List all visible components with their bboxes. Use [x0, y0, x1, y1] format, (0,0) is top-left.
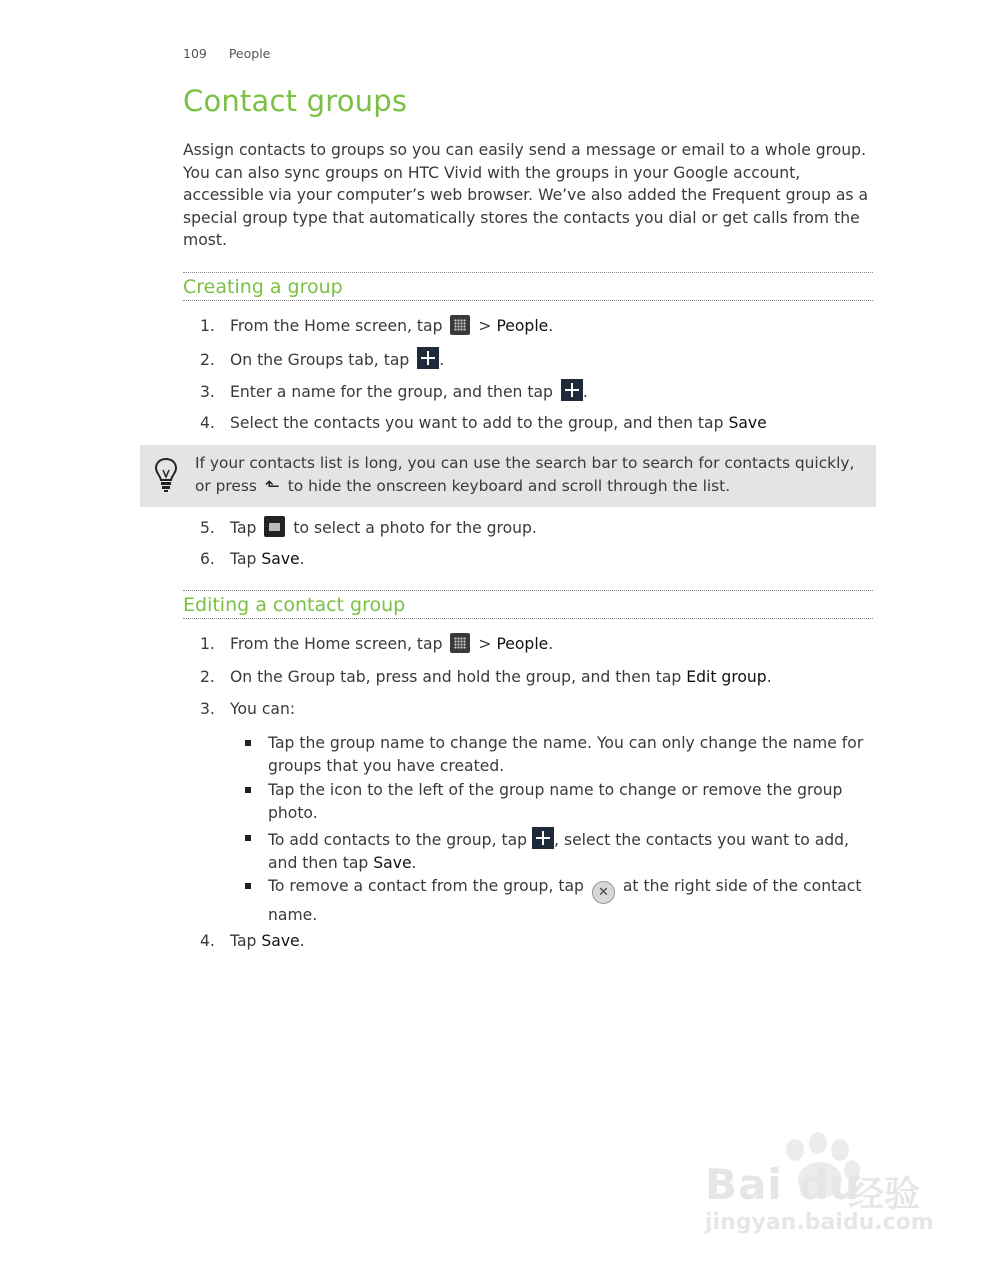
step-end: .	[299, 550, 305, 568]
step-text: From the Home screen, tap	[230, 635, 443, 653]
save-label: Save	[261, 932, 300, 950]
editing-step-1	[200, 633, 880, 655]
bullet-text	[268, 875, 875, 927]
people-label: People	[496, 317, 549, 335]
edit-group-label: Edit group	[686, 668, 767, 686]
bullet-item	[245, 779, 875, 825]
step-number: 2.	[200, 351, 215, 369]
step-number: 6.	[200, 550, 215, 568]
editing-group-heading: Editing a contact group	[183, 594, 406, 616]
watermark-url: jingyan.baidu.com	[705, 1210, 934, 1235]
tip-text	[195, 452, 865, 498]
step-text: You can:	[230, 700, 296, 718]
creating-step-6	[200, 548, 880, 570]
apps-grid-icon	[450, 633, 470, 653]
bullet-marker	[245, 883, 251, 889]
save-label: Save	[373, 854, 412, 872]
step-text: From the Home screen, tap	[230, 317, 443, 335]
step-end: .	[766, 668, 772, 686]
step-end: .	[548, 317, 554, 335]
creating-step-4	[200, 412, 880, 434]
page-header	[183, 46, 270, 61]
step-text: On the Groups tab, tap	[230, 351, 410, 369]
step-number: 1.	[200, 635, 215, 653]
step-text: Enter a name for the group, and then tap	[230, 383, 553, 401]
step-end: .	[299, 932, 305, 950]
back-arrow-icon: ⬑	[264, 476, 280, 497]
page-number: 109	[183, 46, 207, 61]
tip-text-before: If your contacts list is long, you can use the search bar to search for contacts quickly, or press	[195, 454, 855, 495]
people-label: People	[496, 635, 549, 653]
step-number: 3.	[200, 383, 215, 401]
creating-step-1	[200, 315, 880, 337]
photo-icon	[264, 516, 285, 537]
step-number: 4.	[200, 932, 215, 950]
bullet-marker	[245, 740, 251, 746]
step-number: 4.	[200, 414, 215, 432]
step-end: .	[548, 635, 554, 653]
bullet-text-before: To add contacts to the group, tap	[268, 831, 528, 849]
bullet-text-after: , select the contacts you want to add, and then tap	[268, 831, 850, 872]
bullet-text	[268, 827, 875, 875]
plus-icon	[532, 827, 554, 849]
tip-box	[140, 445, 876, 507]
bullet-item	[245, 732, 875, 778]
bullet-item	[245, 827, 875, 875]
bullet-marker	[245, 835, 251, 841]
step-text: Select the contacts you want to add to the group, and then tap	[230, 414, 724, 432]
creating-group-heading: Creating a group	[183, 276, 343, 298]
apps-grid-icon	[450, 315, 470, 335]
section-divider-bottom	[183, 618, 873, 619]
lightbulb-icon	[154, 457, 178, 493]
bullet-marker	[245, 787, 251, 793]
save-label: Save	[728, 414, 767, 432]
tip-text-after: to hide the onscreen keyboard and scroll through the list.	[287, 477, 731, 495]
watermark-brand: Bai du	[705, 1160, 861, 1209]
section-divider-top	[183, 590, 873, 591]
plus-icon	[561, 379, 583, 401]
creating-step-2	[200, 347, 880, 371]
step-number: 2.	[200, 668, 215, 686]
creating-step-3	[200, 379, 880, 403]
bullet-text: Tap the group name to change the name. You can only change the name for groups that you have created.	[268, 734, 864, 775]
section-divider-top	[183, 272, 873, 273]
bullet-text-before: To remove a contact from the group, tap	[268, 877, 584, 895]
step-separator: >	[478, 635, 492, 653]
step-text-after: to select a photo for the group.	[293, 519, 537, 537]
creating-step-5	[200, 516, 880, 539]
section-name: People	[228, 46, 271, 61]
bullet-text-after: at the right side of the contact name.	[268, 877, 862, 924]
step-end: .	[439, 351, 445, 369]
section-divider-bottom	[183, 300, 873, 301]
page-title: Contact groups	[183, 84, 408, 118]
editing-step-2	[200, 666, 880, 688]
step-number: 5.	[200, 519, 215, 537]
step-number: 1.	[200, 317, 215, 335]
bullet-item	[245, 875, 875, 927]
step-text: On the Group tab, press and hold the group, and then tap	[230, 668, 682, 686]
step-end: .	[582, 383, 588, 401]
bullet-end: .	[411, 854, 417, 872]
step-separator: >	[478, 317, 492, 335]
remove-x-icon: ✕	[592, 881, 615, 904]
step-text: Tap	[230, 550, 257, 568]
save-label: Save	[261, 550, 300, 568]
intro-paragraph: Assign contacts to groups so you can easily send a message or email to a whole group. You can also sync groups on HTC Vivid with the groups in your Google account, accessible via your computer’s web browser. We’ve also added the Frequent group as a special group type that automatically stores the contacts you dial or get calls from the most.	[183, 141, 869, 250]
editing-step-4	[200, 930, 880, 952]
watermark-cn: 经验	[848, 1174, 921, 1215]
step-number: 3.	[200, 700, 215, 718]
step-text: Tap	[230, 932, 257, 950]
bullet-text: Tap the icon to the left of the group name to change or remove the group photo.	[268, 781, 843, 822]
plus-icon	[417, 347, 439, 369]
editing-step-3	[200, 698, 880, 720]
step-text: Tap	[230, 519, 257, 537]
